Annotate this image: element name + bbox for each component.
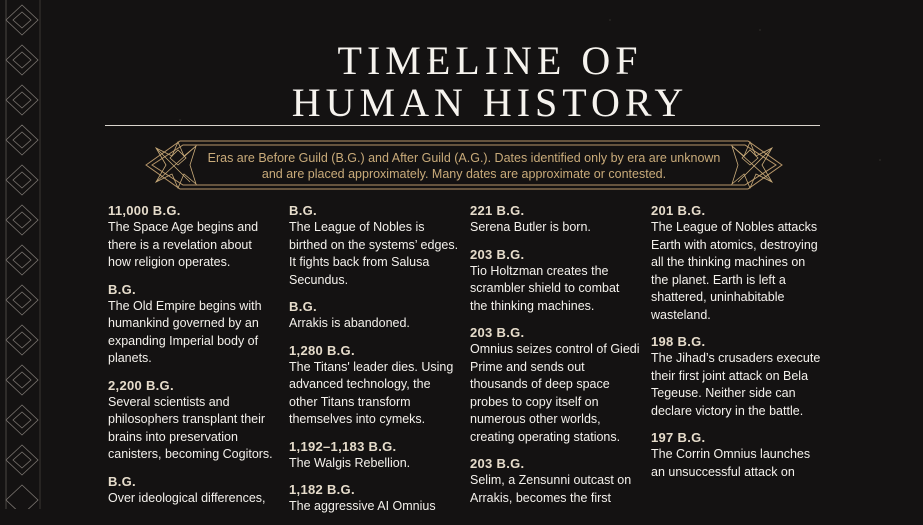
page-title xyxy=(190,40,790,124)
entry-text: Selim, a Zensunni outcast on Arrakis, becomes the first xyxy=(470,473,632,505)
entry-date: 1,182 B.G. xyxy=(289,482,355,497)
entry-text: The Jihad’s crusaders execute their first joint attack on Bela Tegeuse. Neither side can declare victory in the battle. xyxy=(651,351,821,418)
timeline-entry xyxy=(108,202,278,272)
timeline-entry xyxy=(470,202,640,237)
timeline-entry xyxy=(651,333,821,420)
timeline-entry xyxy=(651,429,821,481)
timeline-entry xyxy=(108,473,278,508)
timeline-entry xyxy=(470,324,640,446)
entry-date: B.G. xyxy=(289,299,317,314)
timeline-entry xyxy=(289,298,459,333)
entry-date: 203 B.G. xyxy=(470,246,525,262)
timeline-column-3 xyxy=(470,202,640,516)
entry-text: Several scientists and philosophers transplant their brains into preservation canisters, becoming Cogitors. xyxy=(108,394,273,461)
entry-text: Over ideological differences, xyxy=(108,490,266,505)
decorative-border xyxy=(0,0,50,509)
entry-text: The Corrin Omnius launches an unsuccessful attack on xyxy=(651,447,811,479)
entry-date: 198 B.G. xyxy=(651,334,706,349)
timeline-entry xyxy=(289,438,459,473)
timeline-entry xyxy=(470,246,640,316)
entry-text: The Titans' leader dies. Using advanced technology, the other Titans transform themselves into cymeks. xyxy=(289,359,454,426)
entry-text: The Walgis Rebellion. xyxy=(289,455,411,470)
entry-text: Serena Butler is born. xyxy=(470,220,591,234)
entry-date: B.G. xyxy=(108,473,136,489)
title-line-1: TIMELINE OF xyxy=(337,38,643,83)
entry-text: The League of Nobles attacks Earth with atomics, destroying all the thinking machines on the planet. Earth is left a shattered, uninhabitable wasteland. xyxy=(651,220,818,322)
timeline-column-2 xyxy=(289,202,459,525)
entry-date: 1,192–1,183 B.G. xyxy=(289,438,397,454)
timeline-column-1 xyxy=(108,202,278,516)
title-divider xyxy=(105,125,820,126)
entry-text: The Old Empire begins with humankind governed by an expanding Imperial body of planets. xyxy=(108,298,262,365)
entry-text: The Space Age begins and there is a revelation about how religion operates. xyxy=(108,220,259,269)
timeline-entry xyxy=(651,202,821,324)
timeline-column-4 xyxy=(651,202,821,490)
entry-date: 197 B.G. xyxy=(651,430,706,445)
entry-date: B.G. xyxy=(289,203,317,218)
timeline-entry xyxy=(470,455,640,507)
timeline-columns xyxy=(108,202,923,513)
entry-text: Tio Holtzman creates the scrambler shield to combat the thinking machines. xyxy=(470,263,620,313)
entry-text: The aggressive AI Omnius xyxy=(289,499,436,513)
timeline-entry xyxy=(108,281,278,368)
title-line-2: HUMAN HISTORY xyxy=(291,80,689,125)
entry-date: B.G. xyxy=(108,281,136,297)
entry-date: 2,200 B.G. xyxy=(108,377,174,393)
entry-date: 221 B.G. xyxy=(470,203,525,218)
entry-date: 203 B.G. xyxy=(470,325,525,340)
timeline-entry xyxy=(289,481,459,516)
entry-text: Omnius seizes control of Giedi Prime and sends out thousands of deep space probes to copy itself on numerous other worlds, creating operating stations. xyxy=(470,342,640,444)
entry-text: The League of Nobles is birthed on the systems’ edges. It fights back from Salusa Secundus. xyxy=(289,220,459,287)
timeline-entry xyxy=(289,342,459,429)
era-note-banner xyxy=(138,138,790,192)
timeline-entry xyxy=(289,202,459,289)
entry-date: 11,000 B.G. xyxy=(108,203,181,218)
entry-text: Arrakis is abandoned. xyxy=(289,316,410,330)
entry-date: 203 B.G. xyxy=(470,456,525,471)
timeline-entry xyxy=(108,377,278,464)
era-note-text: Eras are Before Guild (B.G.) and After Guild (A.G.). Dates identified only by era are unknown and are placed approximately. Many dates are approximate or contested. xyxy=(207,151,721,181)
entry-date: 1,280 B.G. xyxy=(289,342,355,358)
entry-date: 201 B.G. xyxy=(651,203,706,218)
